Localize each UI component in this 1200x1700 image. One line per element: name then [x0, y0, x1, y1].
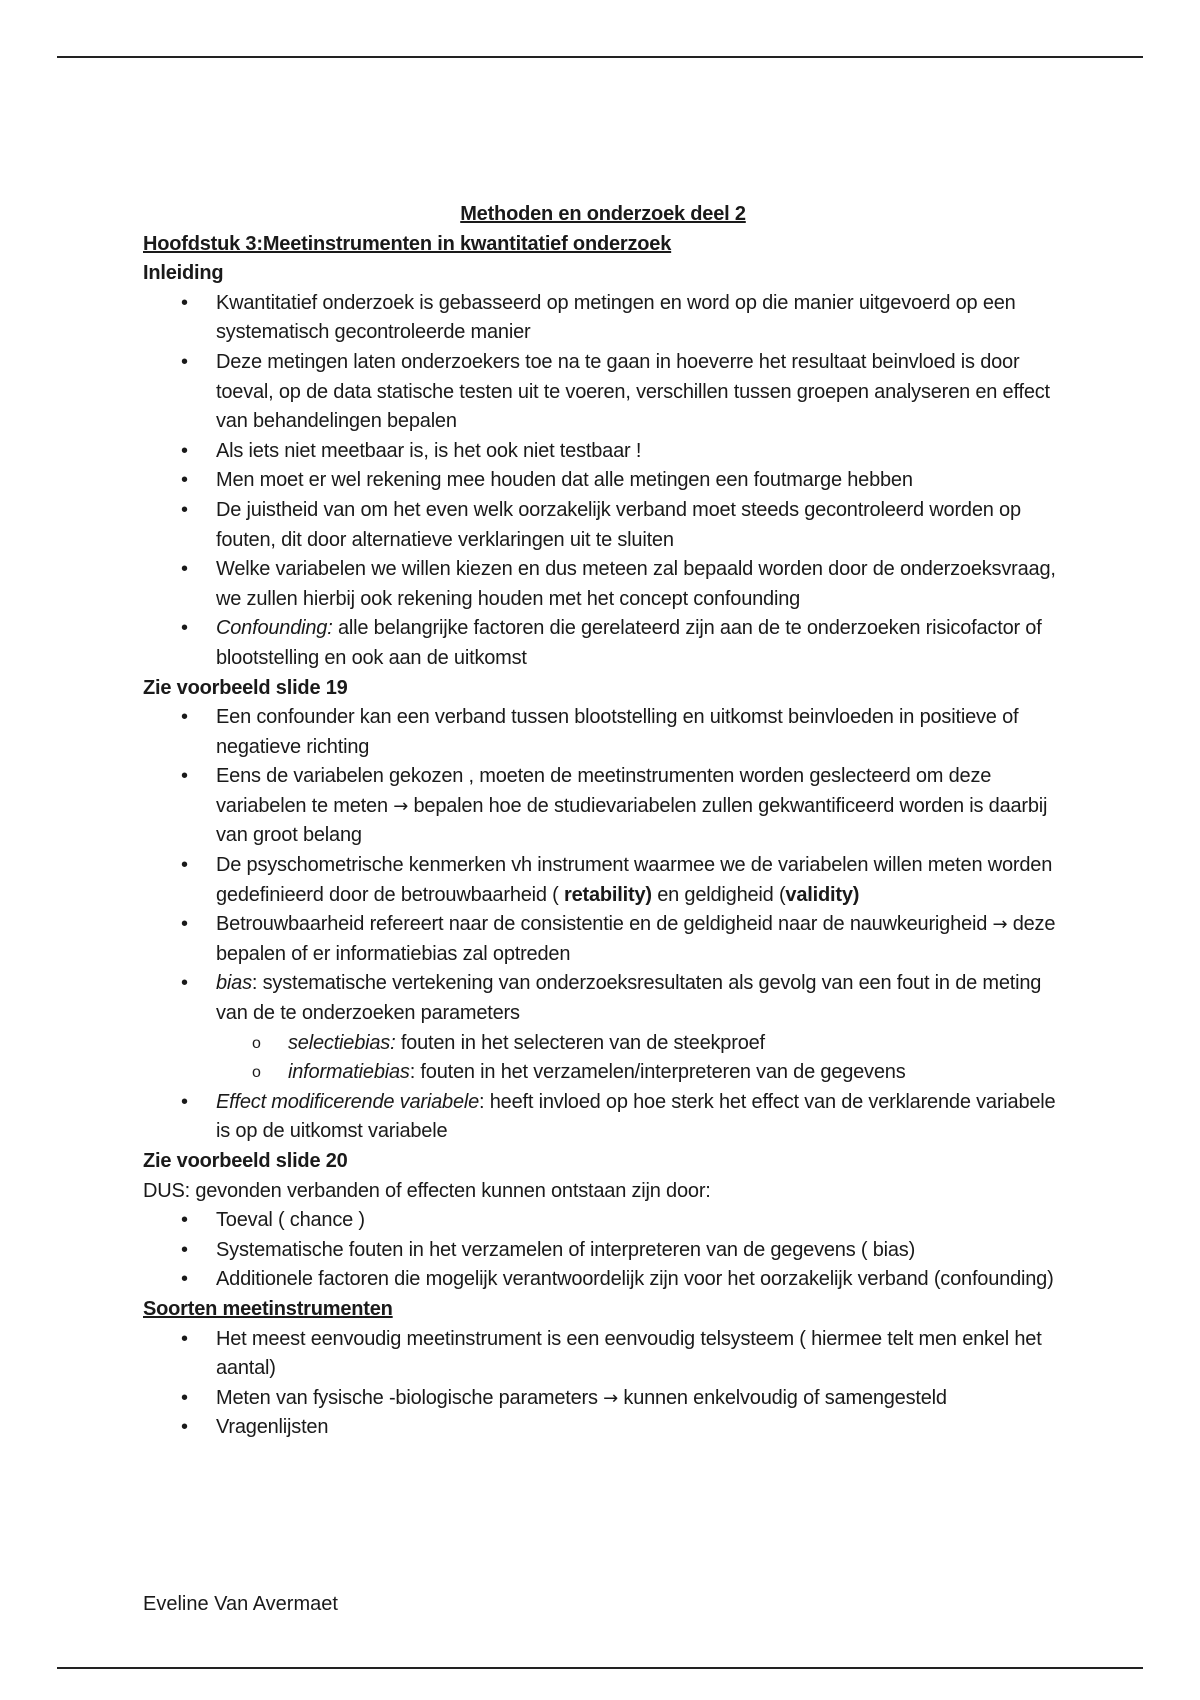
header-rule — [57, 56, 1143, 58]
bullet-icon: • — [181, 1268, 188, 1291]
list-item-text: Deze metingen laten onderzoekers toe na te gaan in hoeverre het resultaat beinvloed is door toeval, op de data statische testen uit te voeren, verschillen tussen groepen analyseren en effect van behandelingen bepalen — [216, 350, 1050, 433]
list-item-text: Men moet er wel rekening mee houden dat alle metingen een foutmarge hebben — [216, 469, 913, 492]
list-item — [143, 703, 1063, 762]
list-item-text: Eens de variabelen gekozen , moeten de meetinstrumenten worden geslecteerd om deze variabelen te meten — [216, 765, 992, 817]
list-item — [143, 910, 1063, 969]
term-bias: bias — [216, 972, 252, 995]
list-item — [143, 1265, 1063, 1295]
bullet-icon: • — [181, 1238, 188, 1261]
bullet-icon: • — [181, 439, 188, 462]
bullet-icon: • — [181, 558, 188, 581]
list-item-text: Vragenlijsten — [216, 1416, 329, 1439]
list-item — [143, 555, 1063, 614]
term-confounding: Confounding: — [216, 617, 333, 640]
list-item-text: Welke variabelen we willen kiezen en dus meteen zal bepaald worden door de onderzoeksvraag, we zullen hierbij ook rekening houden met het concept confounding — [216, 558, 1056, 610]
bullet-list-soorten — [143, 1325, 1063, 1443]
document-title: Methoden en onderzoek deel 2 — [460, 203, 746, 225]
list-item-text: : fouten in het verzamelen/interpreteren van de gegevens — [409, 1061, 906, 1084]
list-item — [143, 348, 1063, 437]
bullet-icon: • — [181, 291, 188, 314]
sub-list-item — [143, 1058, 1063, 1088]
list-item — [143, 1088, 1063, 1147]
list-item-text: en geldigheid ( — [651, 883, 786, 906]
list-item-text: Systematische fouten in het verzamelen of interpreteren van de gegevens ( bias) — [216, 1238, 916, 1261]
list-item-text: Een confounder kan een verband tussen blootstelling en uitkomst beinvloeden in positieve of negatieve richting — [216, 706, 1019, 758]
bullet-list-slide-20 — [143, 1206, 1063, 1295]
list-item — [143, 614, 1063, 673]
section-heading-slide-20: Zie voorbeeld slide 20 — [143, 1150, 348, 1172]
list-item — [143, 1206, 1063, 1236]
bullet-icon: • — [181, 1209, 188, 1232]
arrow-right-icon: → — [393, 795, 409, 817]
list-item — [143, 762, 1063, 851]
bullet-icon: • — [181, 972, 188, 995]
bullet-icon: • — [181, 706, 188, 729]
bullet-list-inleiding — [143, 289, 1063, 674]
list-item-text: Kwantitatief onderzoek is gebasseerd op metingen en word op die manier uitgevoerd op een systematisch gecontroleerde manier — [216, 291, 1016, 344]
bullet-icon: • — [181, 854, 188, 877]
list-item-text: De juistheid van om het even welk oorzakelijk verband moet steeds gecontroleerd worden op fouten, dit door alternatieve verklaringen uit te sluiten — [216, 498, 1021, 551]
section-heading-inleiding: Inleiding — [143, 262, 224, 285]
bullet-icon: • — [181, 469, 188, 492]
list-item — [143, 466, 1063, 496]
bullet-icon: • — [181, 913, 188, 936]
bullet-list-slide-19 — [143, 703, 1063, 1147]
paragraph-dus: DUS: gevonden verbanden of effecten kunnen ontstaan zijn door: — [143, 1179, 711, 1202]
document-body — [143, 200, 1063, 1443]
footer-rule — [57, 1667, 1143, 1669]
list-item-text: bepalen hoe de studievariabelen zullen gekwantificeerd worden is daarbij van groot belang — [216, 794, 1048, 847]
arrow-right-icon: → — [603, 1387, 619, 1409]
term-effect-modificerende-variabele: Effect modificerende variabele — [216, 1090, 480, 1113]
list-item — [143, 496, 1063, 555]
list-item-text: Betrouwbaarheid refereert naar de consistentie en de geldigheid naar de nauwkeurigheid — [216, 913, 993, 936]
list-item — [143, 1236, 1063, 1266]
footer-author: Eveline Van Avermaet — [143, 1593, 338, 1615]
list-item-text: Meten van fysische -biologische parameters — [216, 1386, 604, 1409]
bullet-icon: • — [181, 1386, 188, 1409]
list-item-text: Het meest eenvoudig meetinstrument is een eenvoudig telsysteem ( hiermee telt men enkel het aantal) — [216, 1327, 1042, 1380]
list-item — [143, 969, 1063, 1087]
list-item-text: kunnen enkelvoudig of samengesteld — [618, 1386, 947, 1409]
list-item — [143, 1325, 1063, 1384]
term-informatiebias: informatiebias — [288, 1061, 410, 1084]
list-item-text: deze bepalen of er informatiebias zal optreden — [216, 913, 1056, 965]
bullet-icon: • — [181, 1090, 188, 1113]
term-retability: retability) — [564, 883, 652, 906]
list-item-text: Als iets niet meetbaar is, is het ook niet testbaar ! — [216, 439, 642, 462]
section-heading-slide-19: Zie voorbeeld slide 19 — [143, 676, 348, 699]
sub-bullet-list-bias — [216, 1029, 1063, 1088]
term-validity: validity) — [785, 883, 860, 906]
list-item — [143, 1413, 1063, 1443]
list-item-text: : systematische vertekening van onderzoeksresultaten als gevolg van een fout in de meting van de te onderzoeken parameters — [216, 972, 1042, 1025]
list-item-text: De psyschometrische kenmerken vh instrument waarmee we de variabelen willen meten worden gedefinieerd door de betrouwbaarheid ( — [216, 854, 1053, 906]
sub-list-item — [143, 1029, 1063, 1059]
bullet-icon: • — [181, 498, 188, 521]
list-item-text: Additionele factoren die mogelijk verantwoordelijk zijn voor het oorzakelijk verband (confounding) — [216, 1268, 1054, 1291]
list-item — [143, 851, 1063, 910]
list-item — [143, 437, 1063, 467]
circle-bullet-icon: o — [252, 1064, 261, 1082]
list-item — [143, 289, 1063, 348]
bullet-icon: • — [181, 1327, 188, 1350]
list-item — [143, 1384, 1063, 1414]
section-heading-soorten-meetinstrumenten: Soorten meetinstrumenten — [143, 1297, 393, 1320]
list-item-text: : heeft invloed op hoe sterk het effect van de verklarende variabele is op de uitkomst variabele — [216, 1090, 1056, 1143]
bullet-icon: • — [181, 350, 188, 373]
bullet-icon: • — [181, 1416, 188, 1439]
bullet-icon: • — [181, 765, 188, 788]
list-item-text: fouten in het selecteren van de steekproef — [395, 1031, 765, 1054]
bullet-icon: • — [181, 617, 188, 640]
list-item-text: Toeval ( chance ) — [216, 1209, 365, 1232]
chapter-heading: Hoofdstuk 3:Meetinstrumenten in kwantitatief onderzoek — [143, 232, 672, 255]
circle-bullet-icon: o — [252, 1034, 261, 1052]
term-selectiebias: selectiebias: — [288, 1031, 396, 1054]
list-item-text: alle belangrijke factoren die gerelateerd zijn aan de te onderzoeken risicofactor of blootstelling en ook aan de uitkomst — [216, 617, 1042, 669]
arrow-right-icon: → — [992, 914, 1008, 936]
